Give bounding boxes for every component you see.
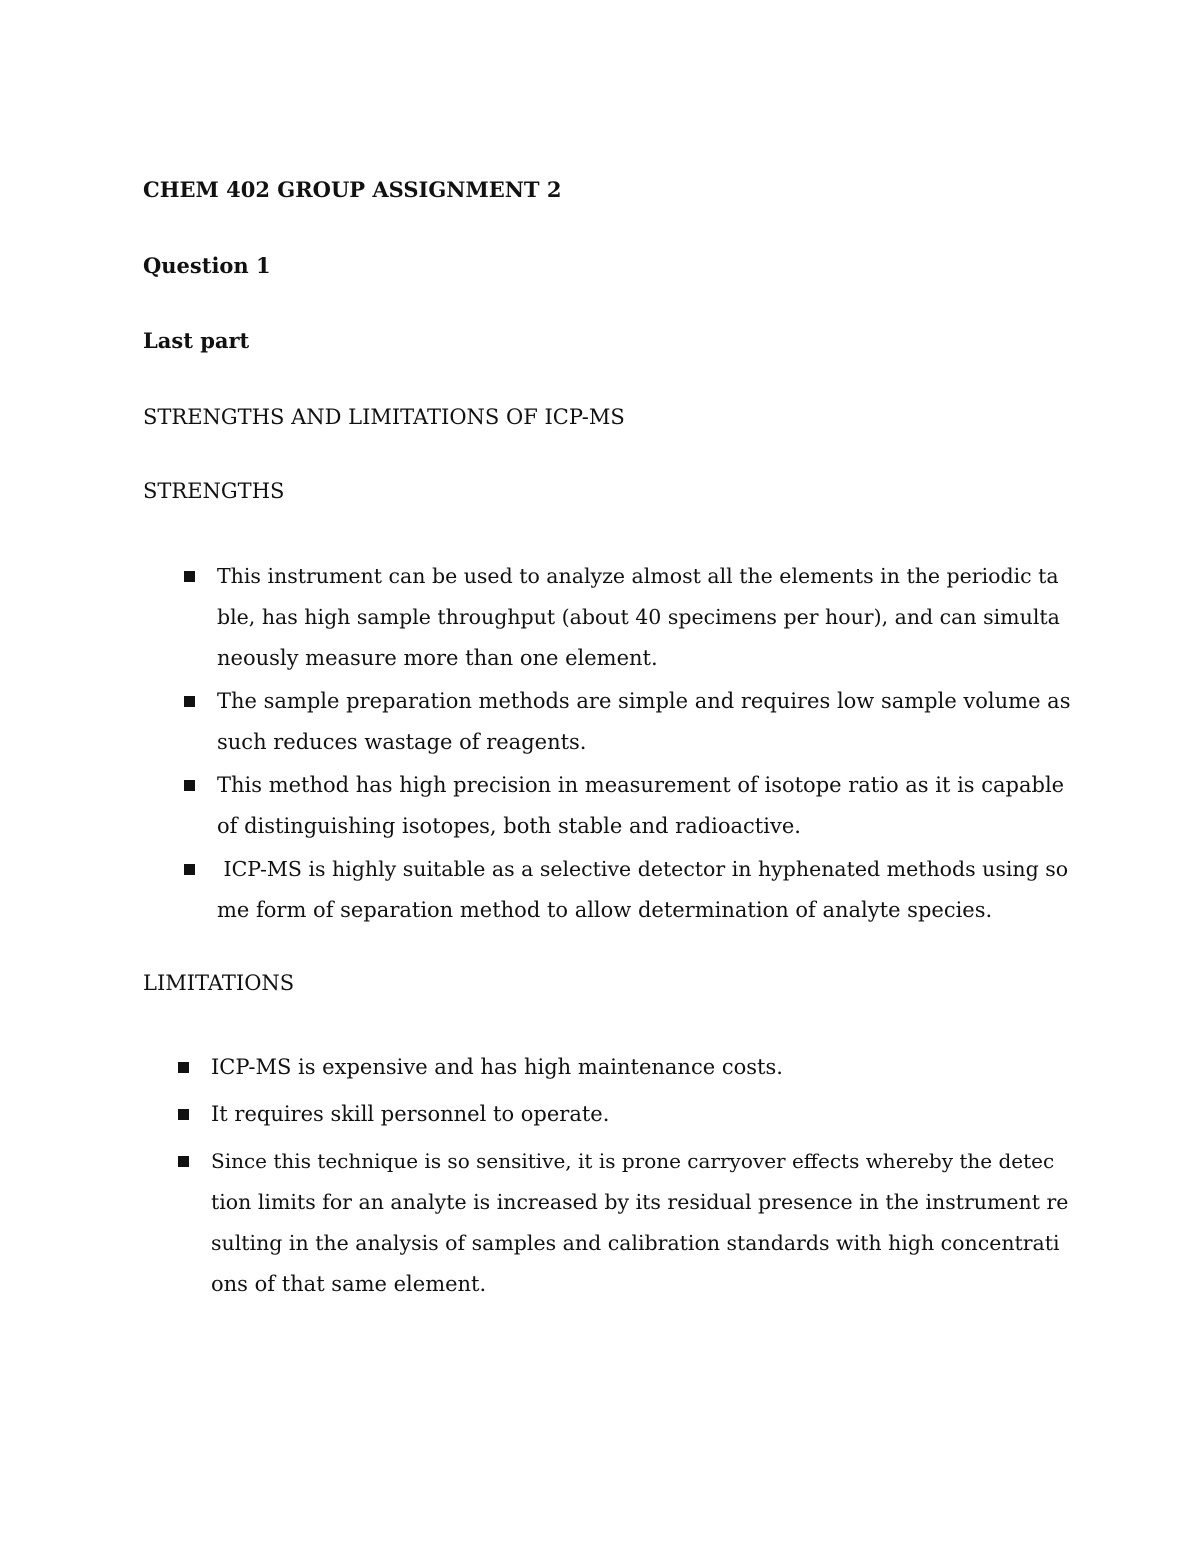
list-item xyxy=(184,681,1074,763)
list-item xyxy=(184,765,1074,847)
question-heading: Question 1 xyxy=(143,253,271,278)
list-item xyxy=(178,1047,1068,1088)
document-title: CHEM 402 GROUP ASSIGNMENT 2 xyxy=(143,177,562,202)
list-item-text xyxy=(217,849,1074,931)
text-line: This instrument can be used to analyze almost all the elements in the periodic ta xyxy=(217,564,1059,588)
list-item-text xyxy=(211,1047,1068,1088)
square-bullet-icon xyxy=(184,696,195,707)
square-bullet-icon xyxy=(184,864,195,875)
text-line: ICP-MS is highly suitable as a selective detector in hyphenated methods using so xyxy=(217,857,1069,881)
text-line: It requires skill personnel to operate. xyxy=(211,1102,610,1126)
text-line: Since this technique is so sensitive, it is prone carryover effects whereby the detec xyxy=(211,1149,1055,1173)
text-line: sulting in the analysis of samples and calibration standards with high concentrati xyxy=(211,1231,1060,1255)
text-line: neously measure more than one element. xyxy=(217,646,658,670)
list-item-text xyxy=(217,556,1074,679)
list-item xyxy=(178,1094,1068,1135)
list-item-text xyxy=(211,1141,1068,1305)
list-item-text xyxy=(211,1094,1068,1135)
text-line: tion limits for an analyte is increased by its residual presence in the instrument re xyxy=(211,1190,1069,1214)
text-line: ons of that same element. xyxy=(211,1272,487,1296)
text-line: The sample preparation methods are simple and requires low sample volume as xyxy=(217,689,1071,713)
text-line: ble, has high sample throughput (about 40 specimens per hour), and can simulta xyxy=(217,605,1060,629)
list-item-text xyxy=(217,681,1074,763)
section-heading: STRENGTHS AND LIMITATIONS OF ICP-MS xyxy=(143,405,625,429)
text-line: This method has high precision in measurement of isotope ratio as it is capable xyxy=(217,773,1065,797)
strengths-list xyxy=(184,556,1074,933)
square-bullet-icon xyxy=(178,1109,189,1120)
limitations-heading: LIMITATIONS xyxy=(143,971,295,995)
part-heading: Last part xyxy=(143,328,250,353)
text-line: me form of separation method to allow determination of analyte species. xyxy=(217,898,993,922)
square-bullet-icon xyxy=(184,571,195,582)
text-line: such reduces wastage of reagents. xyxy=(217,730,587,754)
text-line: of distinguishing isotopes, both stable and radioactive. xyxy=(217,814,801,838)
square-bullet-icon xyxy=(178,1156,189,1167)
list-item-text xyxy=(217,765,1074,847)
list-item xyxy=(178,1141,1068,1305)
list-item xyxy=(184,556,1074,679)
text-line: ICP-MS is expensive and has high maintenance costs. xyxy=(211,1055,783,1079)
strengths-heading: STRENGTHS xyxy=(143,479,285,503)
limitations-list xyxy=(178,1047,1068,1311)
square-bullet-icon xyxy=(184,780,195,791)
list-item xyxy=(184,849,1074,931)
square-bullet-icon xyxy=(178,1062,189,1073)
